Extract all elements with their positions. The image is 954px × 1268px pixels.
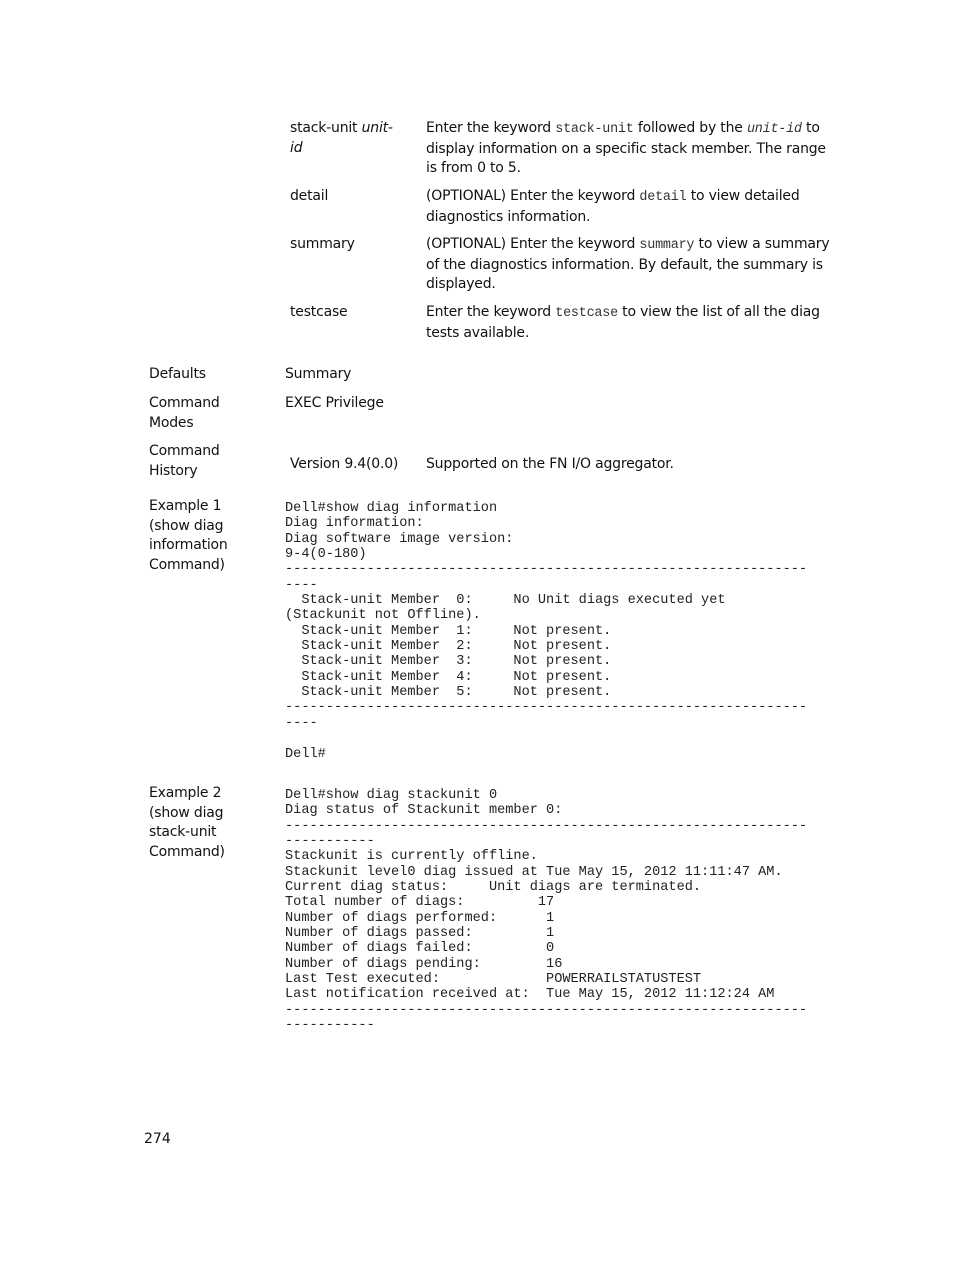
command-modes-value: EXEC Privilege	[285, 395, 384, 411]
command-modes-label: Command Modes	[149, 395, 220, 431]
example1-code: Dell#show diag information Diag information: Diag software image version: 9-4(0-180) ---------------------------------------------------------------- ---- Stack-unit Member 0: No Unit diags executed yet (Stackunit not Offline). Stack-unit Member 1: Not present. Stack-unit Member 2: Not present. Stack-unit Member 3: Not present. Stack-unit Member 4: Not present. Stack-unit Member 5: Not present. ---------------------------------------------------------------- ---- Dell#	[285, 501, 808, 762]
example1-label: Example 1 (show diag information Command)	[149, 498, 228, 573]
param-name-detail: detail	[290, 188, 329, 204]
page-number: 274	[144, 1131, 171, 1147]
param-name-summary: summary	[290, 236, 355, 252]
command-history-desc: Supported on the FN I/O aggregator.	[426, 456, 674, 472]
command-history-label: Command History	[149, 443, 220, 479]
param-desc-detail: (OPTIONAL) Enter the keyword detail to view detailed diagnostics information.	[426, 188, 800, 225]
param-desc-testcase: Enter the keyword testcase to view the list of all the diag tests available.	[426, 304, 820, 341]
param-desc-stack-unit: Enter the keyword stack-unit followed by the unit-id to display information on a specific stack member. The range is from 0 to 5.	[426, 120, 826, 176]
example2-code: Dell#show diag stackunit 0 Diag status of Stackunit member 0: ---------------------------------------------------------------- ----------- Stackunit is currently offline. Stackunit level0 diag issued at Tue May 15, 2012 11:11:47 AM. Current diag status: Unit diags are terminated. Total number of diags: 17 Number of diags performed: 1 Number of diags passed: 1 Number of diags failed: 0 Number of diags pending: 16 Last Test executed: POWERRAILSTATUSTEST Last notification received at: Tue May 15, 2012 11:12:24 AM ---------------------------------------------------------------- -----------	[285, 788, 808, 1034]
param-name-testcase: testcase	[290, 304, 348, 320]
param-name-stack-unit: stack-unit unit- id	[290, 120, 393, 156]
param-desc-summary: (OPTIONAL) Enter the keyword summary to view a summary of the diagnostics information. By default, the summary is displayed.	[426, 236, 830, 292]
defaults-value: Summary	[285, 366, 352, 382]
example2-label: Example 2 (show diag stack-unit Command)	[149, 785, 225, 860]
command-history-version: Version 9.4(0.0)	[290, 456, 399, 472]
defaults-label: Defaults	[149, 366, 206, 382]
